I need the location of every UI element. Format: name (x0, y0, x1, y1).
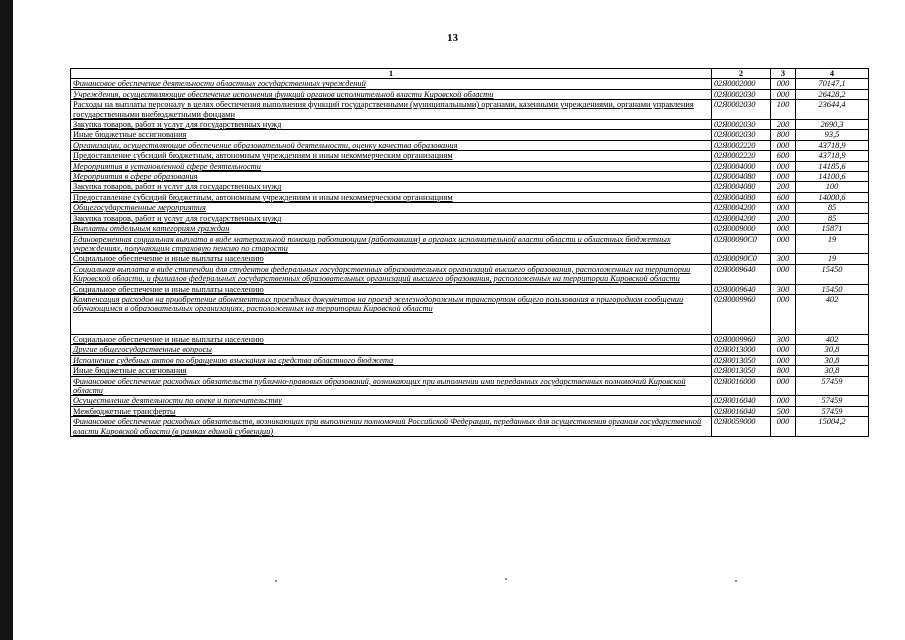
table-row (71, 130, 869, 140)
table-row (71, 264, 869, 284)
table-row (71, 172, 869, 182)
table-row (71, 406, 869, 416)
scan-speck (735, 580, 737, 582)
row-name: Иные бюджетные ассигнования (71, 130, 712, 140)
row-expense-type: 600 (771, 192, 796, 202)
table-row (71, 192, 869, 202)
row-expense-type: 000 (771, 355, 796, 365)
row-name: Финансовое обеспечение деятельности областных государственных учреждений (71, 79, 712, 89)
row-expense-type: 300 (771, 284, 796, 294)
row-name: Социальное обеспечение и иные выплаты населению (71, 284, 712, 294)
row-sum: 402 (796, 334, 869, 344)
row-expense-type: 000 (771, 161, 796, 171)
row-name: Закупка товаров, работ и услуг для государственных нужд (71, 120, 712, 130)
row-code: 02Я0016040 (712, 396, 771, 406)
row-code: 02Я0002220 (712, 151, 771, 161)
row-name: Расходы на выплаты персоналу в целях обеспечения выполнения функций государственными (муниципальными) органами, казенными учреждениями, органами управления государственными внебюджетными фондами (71, 100, 712, 120)
row-expense-type: 500 (771, 406, 796, 416)
table-row (71, 294, 869, 334)
table-row (71, 417, 869, 437)
row-code: 02Я0004080 (712, 172, 771, 182)
header-col-3: 3 (771, 69, 796, 79)
table-row (71, 89, 869, 99)
row-name: Мероприятия в установленной сфере деятельности (71, 161, 712, 171)
budget-table (70, 68, 869, 437)
row-expense-type: 000 (771, 376, 796, 396)
row-sum: 43718,9 (796, 140, 869, 150)
row-expense-type: 800 (771, 366, 796, 376)
row-name: Мероприятия в сфере образования (71, 172, 712, 182)
row-sum: 70147,1 (796, 79, 869, 89)
page-number: 13 (447, 32, 458, 44)
row-expense-type: 000 (771, 89, 796, 99)
row-code: 02Я0002030 (712, 120, 771, 130)
row-code: 02Я0013000 (712, 345, 771, 355)
row-name: Другие общегосударственные вопросы (71, 345, 712, 355)
row-expense-type: 000 (771, 224, 796, 234)
table-row (71, 284, 869, 294)
row-sum: 57459 (796, 396, 869, 406)
row-sum: 15871 (796, 224, 869, 234)
table-row (71, 100, 869, 120)
row-name: Учреждения, осуществляющие обеспечение исполнения функций органов исполнительной власти Кировской области (71, 89, 712, 99)
scan-speck (505, 578, 507, 580)
row-sum: 15450 (796, 264, 869, 284)
row-code: 02Я0013050 (712, 366, 771, 376)
row-expense-type: 000 (771, 345, 796, 355)
row-code: 02Я0002220 (712, 140, 771, 150)
table-row (71, 161, 869, 171)
table-row (71, 182, 869, 192)
row-expense-type: 000 (771, 396, 796, 406)
table-row (71, 79, 869, 89)
row-sum: 14185,6 (796, 161, 869, 171)
table-row (71, 396, 869, 406)
row-name: Социальное обеспечение и иные выплаты населению (71, 334, 712, 344)
row-code: 02Я0004080 (712, 182, 771, 192)
row-sum: 100 (796, 182, 869, 192)
row-sum: 19 (796, 254, 869, 264)
scan-edge-bar (0, 0, 13, 640)
row-expense-type: 000 (771, 417, 796, 437)
table-row (71, 203, 869, 213)
row-code: 02Я0009640 (712, 284, 771, 294)
row-name: Организации, осуществляющие обеспечение образовательной деятельности, оценку качества образования (71, 140, 712, 150)
table-row (71, 376, 869, 396)
row-code: 02Я0013050 (712, 355, 771, 365)
row-expense-type: 000 (771, 79, 796, 89)
row-sum: 2690,3 (796, 120, 869, 130)
table-header-row (71, 69, 869, 79)
row-sum: 30,8 (796, 355, 869, 365)
row-name: Межбюджетные трансферты (71, 406, 712, 416)
table-row (71, 224, 869, 234)
row-sum: 15450 (796, 284, 869, 294)
table-row (71, 254, 869, 264)
table-row (71, 151, 869, 161)
row-code: 02Я0009960 (712, 294, 771, 334)
row-code: 02Я0009640 (712, 264, 771, 284)
row-expense-type: 000 (771, 264, 796, 284)
row-name: Предоставление субсидий бюджетным, автономным учреждениям и иным некоммерческим организациям (71, 151, 712, 161)
row-code: 02Я0004200 (712, 213, 771, 223)
row-name: Закупка товаров, работ и услуг для государственных нужд (71, 182, 712, 192)
row-code: 02Я0004200 (712, 203, 771, 213)
row-code: 02Я0016040 (712, 406, 771, 416)
row-expense-type: 200 (771, 120, 796, 130)
row-name: Компенсация расходов на приобретение абонементных проездных документов на проезд железнодорожным транспортом общего пользования в пригородном сообщении обучающимся в образовательных организациях, расположенных на территории Кировской области (71, 294, 712, 334)
table-row (71, 355, 869, 365)
row-expense-type: 200 (771, 213, 796, 223)
row-expense-type: 200 (771, 182, 796, 192)
table-body (71, 79, 869, 437)
row-sum: 93,5 (796, 130, 869, 140)
row-code: 02Я0002000 (712, 79, 771, 89)
row-code: 02Я0009960 (712, 334, 771, 344)
row-name: Исполнение судебных актов по обращению взыскания на средства областного бюджета (71, 355, 712, 365)
row-name: Выплаты отдельным категориям граждан (71, 224, 712, 234)
row-code: 02Я00090С0 (712, 254, 771, 264)
row-expense-type: 000 (771, 203, 796, 213)
row-expense-type: 000 (771, 234, 796, 254)
row-sum: 19 (796, 234, 869, 254)
row-expense-type: 300 (771, 254, 796, 264)
row-name: Закупка товаров, работ и услуг для государственных нужд (71, 213, 712, 223)
row-name: Осуществление деятельности по опеке и попечительству (71, 396, 712, 406)
header-col-2: 2 (712, 69, 771, 79)
row-sum: 23644,4 (796, 100, 869, 120)
row-sum: 14100,6 (796, 172, 869, 182)
row-name: Единовременная социальная выплата в виде материальной помощи работающим (работавшим) в органах исполнительной власти области и областных бюджетных учреждениях, получающим страховую пенсию по старости (71, 234, 712, 254)
row-name: Предоставление субсидий бюджетным, автономным учреждениям и иным некоммерческим организациям (71, 192, 712, 202)
table-row (71, 345, 869, 355)
row-expense-type: 800 (771, 130, 796, 140)
row-code: 02Я00090С0 (712, 234, 771, 254)
table-row (71, 140, 869, 150)
row-code: 02Я0016000 (712, 376, 771, 396)
row-sum: 85 (796, 213, 869, 223)
row-sum: 85 (796, 203, 869, 213)
row-sum: 402 (796, 294, 869, 334)
row-name: Общегосударственные мероприятия (71, 203, 712, 213)
table-row (71, 234, 869, 254)
row-code: 02Я0009000 (712, 224, 771, 234)
row-sum: 57459 (796, 406, 869, 416)
row-expense-type: 600 (771, 151, 796, 161)
header-col-4: 4 (796, 69, 869, 79)
row-sum: 43718,9 (796, 151, 869, 161)
row-sum: 30,8 (796, 366, 869, 376)
row-code: 02Я0059000 (712, 417, 771, 437)
row-code: 02Я0002030 (712, 100, 771, 120)
row-code: 02Я0002030 (712, 89, 771, 99)
row-name: Социальная выплата в виде стипендии для студентов федеральных государственных образовательных организаций высшего образования, расположенных на территории Кировской области, и филиалов федеральных государственных образовательных организаций высшего образования, расположенных на территории Кировской области (71, 264, 712, 284)
scan-speck (275, 580, 277, 582)
row-expense-type: 100 (771, 100, 796, 120)
row-expense-type: 000 (771, 172, 796, 182)
row-code: 02Я0002030 (712, 130, 771, 140)
row-name: Социальное обеспечение и иные выплаты населению (71, 254, 712, 264)
row-name: Финансовое обеспечение расходных обязательств публично-правовых образований, возникающих при выполнении ими переданных государственных полномочий Кировской области (71, 376, 712, 396)
row-code: 02Я0004080 (712, 192, 771, 202)
row-sum: 14000,6 (796, 192, 869, 202)
table-row (71, 334, 869, 344)
row-sum: 30,8 (796, 345, 869, 355)
row-expense-type: 000 (771, 294, 796, 334)
table-row (71, 213, 869, 223)
header-col-1: 1 (71, 69, 712, 79)
table-row (71, 120, 869, 130)
row-code: 02Я0004000 (712, 161, 771, 171)
row-sum: 15004,2 (796, 417, 869, 437)
table-row (71, 366, 869, 376)
row-name: Финансовое обеспечение расходных обязательств, возникающих при выполнении полномочий Российской Федерации, переданных для осуществления органам государственной власти Кировской области (в рамках единой субвенции) (71, 417, 712, 437)
row-expense-type: 000 (771, 140, 796, 150)
row-name: Иные бюджетные ассигнования (71, 366, 712, 376)
row-sum: 57459 (796, 376, 869, 396)
row-expense-type: 300 (771, 334, 796, 344)
row-sum: 26428,2 (796, 89, 869, 99)
